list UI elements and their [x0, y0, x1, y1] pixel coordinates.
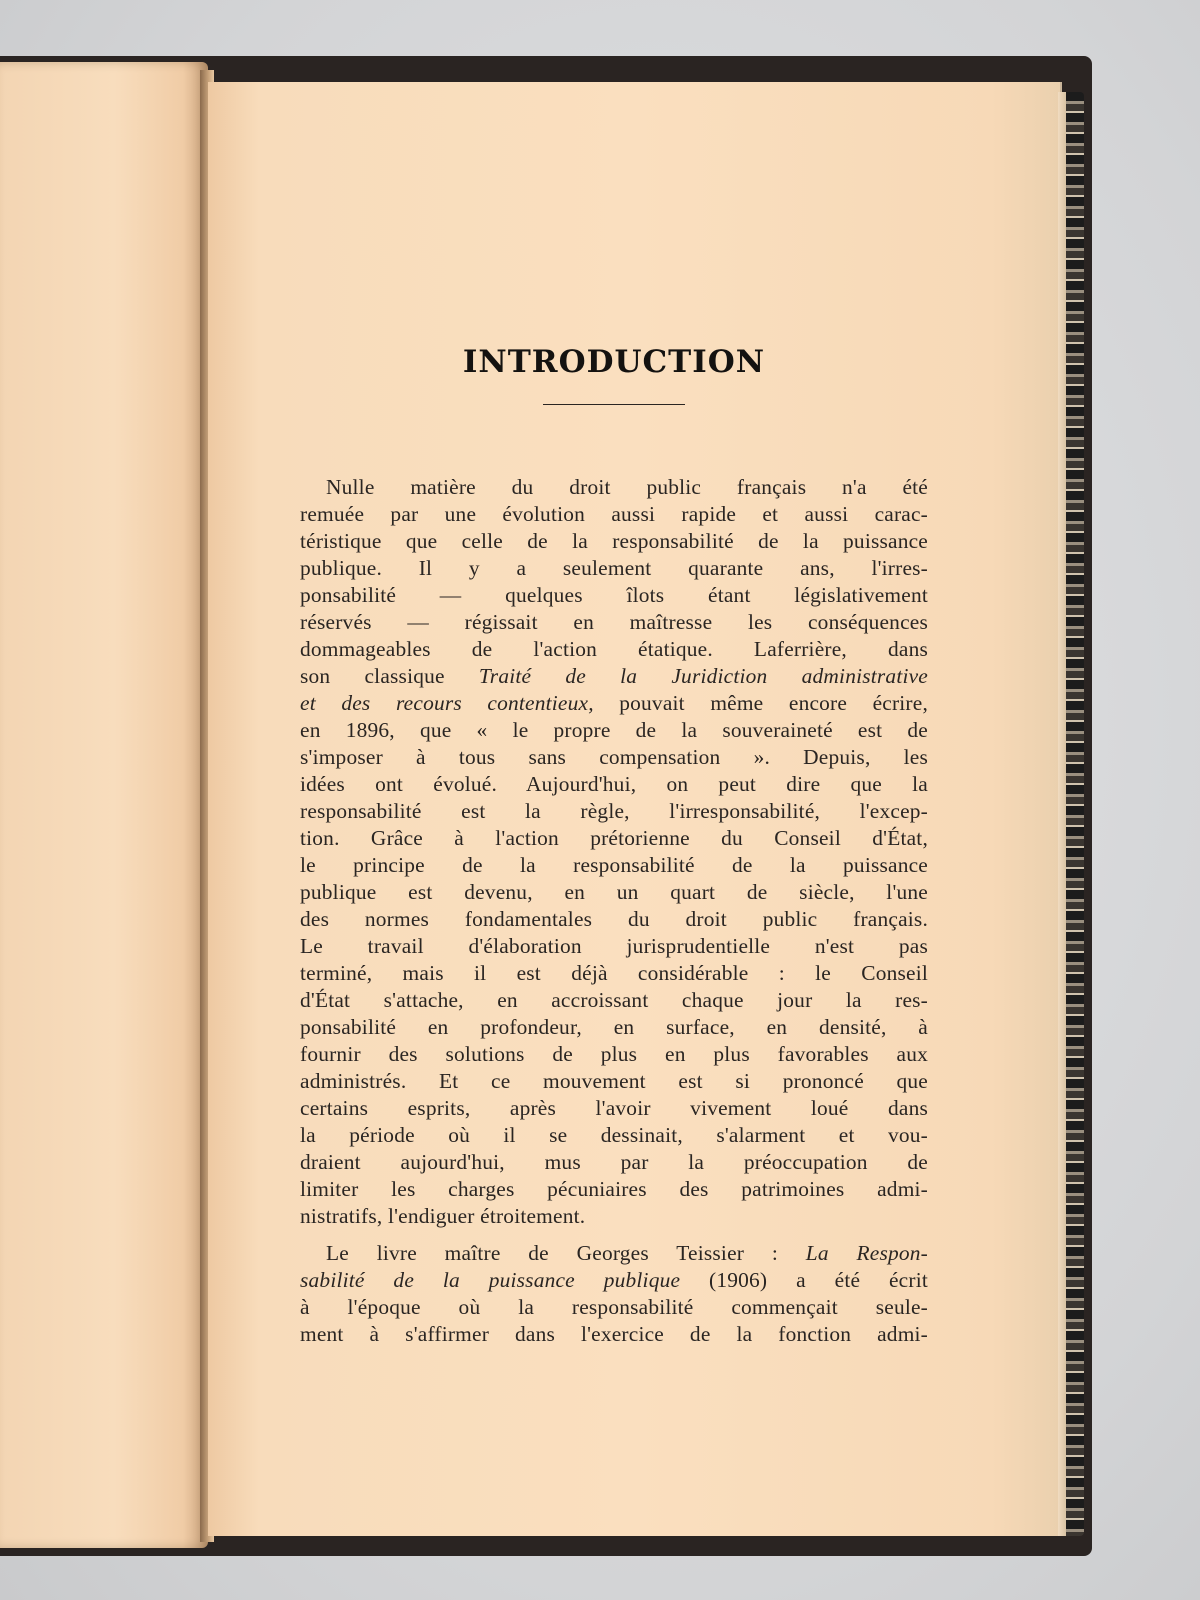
- page-title: INTRODUCTION: [462, 344, 766, 380]
- text-line: ponsabilité en profondeur, en surface, en densité, à: [300, 1015, 928, 1039]
- text-line-mixed: [300, 690, 928, 717]
- text-run: son classique: [300, 664, 479, 688]
- text-line: terminé, mais il est déjà considérable : le Conseil: [300, 961, 928, 985]
- text-run-italic: Traité de la Juridiction administrative: [478, 664, 928, 688]
- text-line: publique est devenu, en un quart de siècle, l'une: [300, 880, 928, 904]
- text-line: ment à s'affirmer dans l'exercice de la fonction admi-: [300, 1322, 928, 1346]
- text-line: téristique que celle de la responsabilité de la puissance: [300, 529, 928, 553]
- text-line: ponsabilité — quelques îlots étant législativement: [300, 583, 928, 607]
- paragraph-1: [300, 474, 928, 1230]
- left-page: [0, 62, 208, 1548]
- text-line: responsabilité est la règle, l'irresponsabilité, l'excep-: [300, 799, 928, 823]
- text-line: le principe de la responsabilité de la puissance: [300, 853, 928, 877]
- text-run: (1906) a été écrit: [680, 1268, 928, 1292]
- text-line: d'État s'attache, en accroissant chaque jour la res-: [300, 988, 928, 1012]
- text-line: administrés. Et ce mouvement est si prononcé que: [300, 1069, 928, 1093]
- text-run-italic: La Respon-: [805, 1241, 928, 1265]
- page-edge-light: [1058, 92, 1066, 1536]
- text-line: draient aujourd'hui, mus par la préoccupation de: [300, 1150, 928, 1174]
- text-run-italic: sabilité de la puissance publique: [300, 1268, 681, 1292]
- text-line: limiter les charges pécuniaires des patrimoines admi-: [300, 1177, 928, 1201]
- text-run: Le livre maître de Georges Teissier :: [326, 1241, 806, 1265]
- text-line: la période où il se dessinait, s'alarment et vou-: [300, 1123, 928, 1147]
- text-run: pouvait même encore écrire,: [593, 691, 928, 715]
- text-line: à l'époque où la responsabilité commençait seule-: [300, 1295, 928, 1319]
- text-line-mixed: [300, 663, 928, 690]
- text-line: certains esprits, après l'avoir vivement loué dans: [300, 1096, 928, 1120]
- title-rule: [543, 404, 685, 405]
- paragraph-2: [300, 1240, 928, 1348]
- text-line: réservés — régissait en maîtresse les conséquences: [300, 610, 928, 634]
- text-line-mixed: [300, 1267, 928, 1294]
- text-line: en 1896, que « le propre de la souveraineté est de: [300, 718, 928, 742]
- text-line: nistratifs, l'endiguer étroitement.: [300, 1204, 586, 1228]
- text-line: Le travail d'élaboration jurisprudentielle n'est pas: [300, 934, 928, 958]
- text-line: tion. Grâce à l'action prétorienne du Conseil d'État,: [300, 826, 928, 850]
- text-line: des normes fondamentales du droit public français.: [300, 907, 928, 931]
- text-run-italic: et des recours contentieux,: [300, 691, 594, 715]
- text-line: dommageables de l'action étatique. Laferrière, dans: [300, 637, 928, 661]
- text-line: fournir des solutions de plus en plus favorables aux: [300, 1042, 928, 1066]
- text-line: Nulle matière du droit public français n'a été: [326, 475, 928, 499]
- text-line: remuée par une évolution aussi rapide et aussi carac-: [300, 502, 928, 526]
- text-line: s'imposer à tous sans compensation ». Depuis, les: [300, 745, 928, 769]
- text-line-mixed: [300, 1240, 928, 1267]
- text-line: publique. Il y a seulement quarante ans, l'irres-: [300, 556, 928, 580]
- text-line: idées ont évolué. Aujourd'hui, on peut dire que la: [300, 772, 928, 796]
- page-content: [300, 340, 928, 1348]
